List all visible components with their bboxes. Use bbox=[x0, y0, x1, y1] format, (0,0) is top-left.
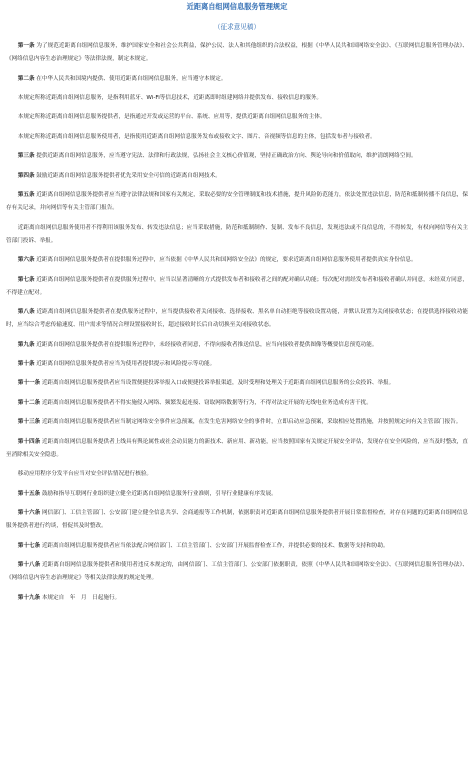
article-text: 鼓励和指导互联网行业组织建立健全近距离自组网信息服务行业准则，引导行业健康有序发展。 bbox=[41, 490, 277, 497]
article-paragraph bbox=[6, 507, 468, 533]
article-paragraph bbox=[6, 131, 468, 144]
article-number: 第七条 bbox=[17, 276, 35, 283]
article-number: 第八条 bbox=[17, 309, 35, 316]
article-text: 鼓励近距离自组网信息服务提供者优先采用安全可信的近距离自组网技术。 bbox=[36, 172, 221, 179]
article-number: 第五条 bbox=[17, 191, 35, 198]
article-paragraph bbox=[6, 339, 468, 352]
article-text: 本规定所称近距离自组网信息服务提供者，是指通过开发或运营的平台、系统、应用等，提供近距离自组网信息服务的主体。 bbox=[17, 114, 326, 121]
article-paragraph bbox=[6, 40, 468, 66]
article-paragraph bbox=[6, 540, 468, 553]
article-text: 近距离自组网信息服务提供者应当设置便捷投诉举报入口或便捷投诉举报渠道，及时受理和处理关于近距离自组网信息服务的公众投诉、举报。 bbox=[41, 380, 395, 387]
article-text: 近距离自组网信息服务提供者和使用者违反本规定的，由网信部门、工信主管部门、公安部门依据职责，依照《中华人民共和国网络安全法》、《互联网信息服务管理办法》、《网络信息内容生态治理规定》等相关法律法规的规定处理。 bbox=[6, 562, 468, 582]
article-paragraph bbox=[6, 358, 468, 371]
article-paragraph bbox=[6, 170, 468, 183]
article-text: 移动应用程序分发平台应当对安全评估情况进行核验。 bbox=[17, 471, 153, 478]
article-text: 近距离自组网信息服务提供者在提供服务过程中，应当依据《中华人民共和国网络安全法》的规定，要求近距离自组网信息服务使用者提供真实身份信息。 bbox=[36, 257, 417, 264]
article-text: 本规定自 年 月 日起施行。 bbox=[41, 594, 121, 601]
article-paragraph bbox=[6, 488, 468, 501]
article-paragraph bbox=[6, 92, 468, 105]
article-number: 第三条 bbox=[17, 153, 35, 160]
article-number: 第一条 bbox=[17, 43, 35, 49]
article-paragraph bbox=[6, 150, 468, 163]
article-number: 第十一条 bbox=[17, 380, 41, 387]
article-text: 近距离自组网信息服务使用者不得利用该服务发布、转发违法信息；应当采取措施，防范和抵制制作、复制、发布不良信息，发现违法或不良信息的，不得转发，有权向网信等有关主管部门投诉、举报。 bbox=[6, 224, 468, 244]
article-text: 近距离自组网信息服务提供者应当制定网络安全事件应急预案，在发生危害网络安全的事件时，立即启动应急预案，采取相应处置措施，并按照规定向有关主管部门报告。 bbox=[41, 419, 462, 426]
article-number: 第四条 bbox=[17, 172, 35, 179]
article-paragraph bbox=[6, 111, 468, 124]
article-number: 第十七条 bbox=[17, 542, 41, 549]
article-paragraph bbox=[6, 306, 468, 332]
document-body bbox=[6, 40, 468, 605]
article-paragraph bbox=[6, 377, 468, 390]
article-number: 第十三条 bbox=[17, 419, 41, 426]
article-text: 近距离自组网信息服务提供者应当遵守法律法规和国家有关规定，采取必要的安全管理制度和技术措施，提升风险防范能力，依法处置违法信息，防范和抵制传播不良信息，保存有关记录，并向网信等有关主管部门报告。 bbox=[6, 191, 468, 212]
article-text: 近距离自组网信息服务提供者在提供服务过程中，应当提供接收者关闭接收、选择接收、黑名单自动拒绝等接收设置功能，并默认设置为关闭接收状态；在提供选择接收功能时，应当综合考虑传输速度、用户需求等情况合理设置接收时长，超过接收时长后自动切换至关闭接收状态。 bbox=[6, 309, 468, 329]
article-text: 本规定所称近距离自组网信息服务使用者，是指使用近距离自组网信息服务发布或接收文字、图片、音视频等信息的主体，包括发布者与接收者。 bbox=[17, 133, 376, 140]
article-text: 为了规范近距离自组网信息服务，维护国家安全和社会公共利益，保护公民、法人和其他组织的合法权益，根据《中华人民共和国网络安全法》、《互联网信息服务管理办法》、《网络信息内容生态治理规定》等法律法规，制定本规定。 bbox=[6, 43, 468, 63]
article-paragraph bbox=[6, 397, 468, 410]
article-text: 近距离自组网信息服务提供者上线具有舆论属性或社会动员能力的新技术、新应用、新功能，应当按照国家有关规定开展安全评估，发现存在安全风险的，应当及时整改，直至消除相关安全隐患。 bbox=[6, 438, 468, 458]
article-text: 提供近距离自组网信息服务，应当遵守宪法、法律和行政法规，弘扬社会主义核心价值观，坚持正确政治方向、舆论导向和价值取向，维护清朗网络空间。 bbox=[36, 153, 417, 160]
article-text: 近距离自组网信息服务提供者在提供服务过程中，未经接收者同意，不得向接收者推送信息，应当向接收者提供图像等概要信息预览功能。 bbox=[36, 341, 378, 348]
document-subtitle: （征求意见稿） bbox=[213, 23, 261, 31]
article-paragraph bbox=[6, 189, 468, 215]
article-paragraph bbox=[6, 468, 468, 481]
article-paragraph bbox=[6, 274, 468, 300]
article-text: 网信部门、工信主管部门、公安部门建立健全信息共享、会商通报等工作机制，依据职责对近距离自组网信息服务提供者开展日常监督检查，对存在问题的近距离自组网信息服务提供者进行约谈，督促其及时整改。 bbox=[6, 510, 468, 530]
article-paragraph bbox=[6, 222, 468, 248]
article-number: 第九条 bbox=[17, 341, 35, 348]
article-number: 第十条 bbox=[17, 361, 35, 368]
article-number: 第十八条 bbox=[17, 562, 41, 569]
article-number: 第十四条 bbox=[17, 438, 41, 445]
article-paragraph bbox=[6, 592, 468, 605]
article-number: 第六条 bbox=[17, 257, 35, 264]
article-paragraph bbox=[6, 436, 468, 462]
article-text: 近距离自组网信息服务提供者应当依法配合网信部门、工信主管部门、公安部门开展监督检查工作，并提供必要的技术、数据等支持和协助。 bbox=[41, 542, 389, 549]
article-text: 近距离自组网信息服务提供者不得实施侵入网络、频繁发起连接、窃取网络数据等行为，不得对法定开展的无线电业务造成有害干扰。 bbox=[41, 399, 372, 406]
article-text: 近距离自组网信息服务提供者在提供服务过程中，应当以显著清晰的方式提供发布者和接收者之间的配对确认功能；每次配对需经发布者和接收者确认并同意，未经双方同意，不得建立配对。 bbox=[6, 276, 468, 296]
article-text: 近距离自组网信息服务提供者应当为使用者提供提示和风险提示等功能。 bbox=[36, 361, 216, 368]
article-number: 第十九条 bbox=[17, 594, 41, 601]
article-paragraph bbox=[6, 416, 468, 429]
article-paragraph bbox=[6, 254, 468, 267]
article-number: 第十五条 bbox=[17, 490, 41, 497]
document-title: 近距离自组网信息服务管理规定 bbox=[186, 2, 288, 11]
article-number: 第十二条 bbox=[17, 399, 41, 406]
article-paragraph bbox=[6, 73, 468, 86]
article-text: 本规定所称近距离自组网信息服务，是指利用蓝牙、Wi-Fi等信息技术，近距离即时组建网络并提供发布、接收信息的服务。 bbox=[17, 94, 322, 101]
article-number: 第二条 bbox=[17, 75, 35, 82]
article-paragraph bbox=[6, 559, 468, 585]
article-number: 第十六条 bbox=[17, 510, 41, 517]
article-text: 在中华人民共和国境内提供、使用近距离自组网信息服务，应当遵守本规定。 bbox=[36, 75, 227, 82]
